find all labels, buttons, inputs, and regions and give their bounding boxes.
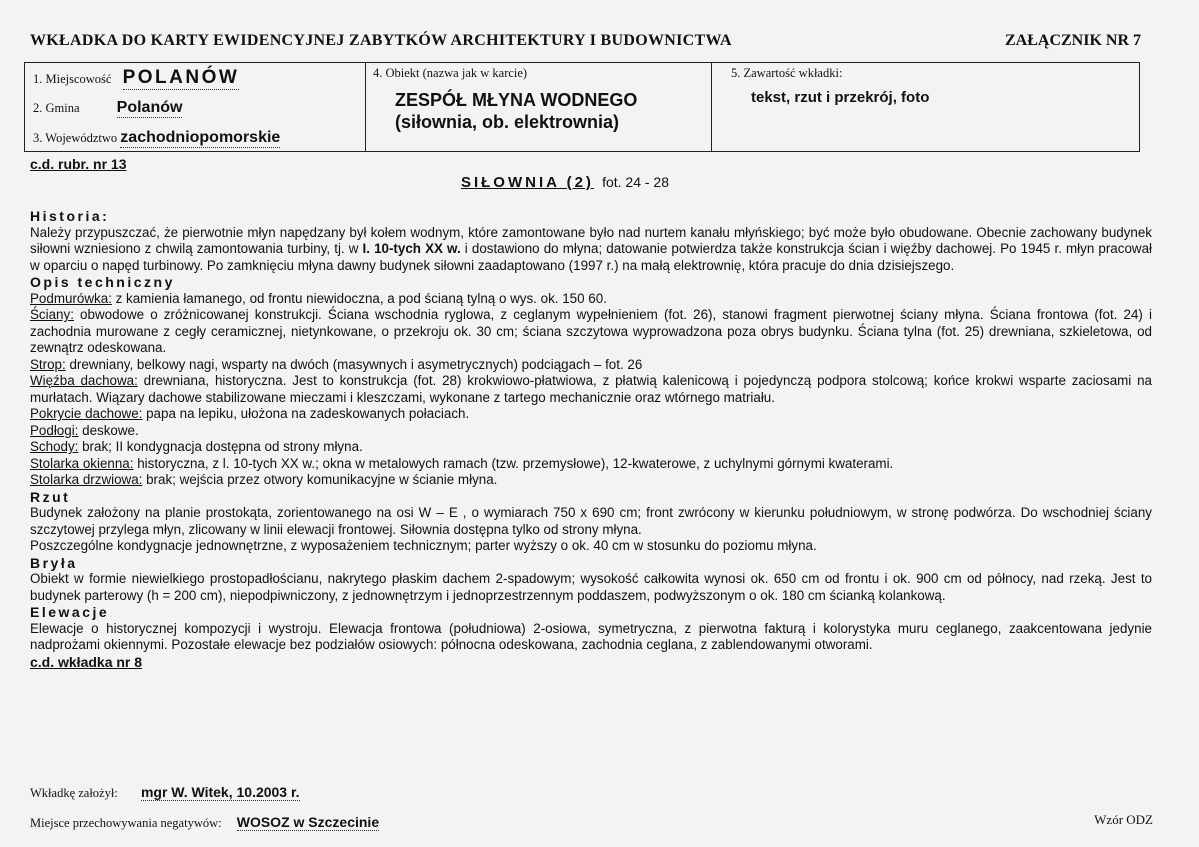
historia-date: I. 10-tych XX w.	[362, 241, 461, 256]
heading-bryla: Bryła	[30, 554, 78, 571]
text-pokrycie: papa na lepiku, ułożona na zadeskowanych połaciach.	[142, 406, 470, 421]
item-okienna	[30, 456, 1152, 473]
commune-label: 2. Gmina	[33, 101, 80, 115]
continued-reference: c.d. rubr. nr 13	[30, 156, 127, 172]
label-podmurowka: Podmurówka:	[30, 290, 112, 306]
voivodeship-label: 3. Województwo	[33, 131, 118, 145]
document-title: WKŁADKA DO KARTY EWIDENCYJNEJ ZABYTKÓW ARCHITEKTURY I BUDOWNICTWA	[30, 32, 732, 49]
object-name-line2: (siłownia, ob. elektrownia)	[395, 112, 620, 132]
heading-opis: Opis techniczny	[30, 274, 175, 290]
label-podlogi: Podłogi:	[30, 422, 79, 438]
locality-label: 1. Miejscowość	[33, 72, 112, 86]
paragraph-rzut-2: Poszczególne kondygnacje jednownętrzne, z wyposażeniem technicznym; parter wyższy o ok. 40 cm w stosunku do poziomu młyna.	[30, 538, 817, 553]
text-podmurowka: z kamienia łamanego, od frontu niewidoczna, a pod ścianą tylną o wys. ok. 150 60.	[111, 290, 607, 306]
label-drzwiowa: Stolarka drzwiowa:	[30, 472, 143, 487]
negatives-value: WOSOZ w Szczecinie	[236, 814, 380, 830]
continued-insert-reference: c.d. wkładka nr 8	[30, 653, 143, 670]
locality-row	[33, 67, 239, 89]
object-label: 4. Obiekt (nazwa jak w karcie)	[373, 66, 528, 80]
label-schody: Schody:	[30, 439, 79, 454]
text-drzwiowa: brak; wejścia przez otwory komunikacyjne w ścianie młyna.	[142, 472, 498, 487]
heading-historia: Historia:	[30, 208, 110, 224]
paragraph-rzut-1: Budynek założony na planie prostokąta, zorientowanego na osi W – E , o wymiarach 750 x 690 cm; front zwrócony w kierunku południowym, w stronę podwórza. Do wschodniej ściany szczytowej przylega młyn, zlicowany w linii elewacji frontowej. Siłownia dostępna tylko od strony młyna.	[30, 505, 1152, 537]
item-schody	[30, 439, 1152, 456]
historia-text-1: Należy przypuszczać, że pierwotnie młyn napędzany był kołem wodnym, które zamontowane było nad nurtem kanału młyńskiego; być może było obudowane. Obecnie zachowany budynek siłowni wzniesiono z chwilą zamontowania turbiny, tj. w	[30, 224, 1152, 256]
contents-label: 5. Zawartość wkładki:	[731, 66, 843, 80]
label-sciany: Ściany:	[30, 307, 74, 322]
commune-value: Polanów	[116, 99, 183, 116]
section-photos: fot. 24 - 28	[602, 174, 670, 190]
paragraph-historia	[30, 225, 1152, 275]
item-drzwiowa	[30, 472, 1152, 489]
object-column	[365, 63, 712, 151]
voivodeship-value: zachodniopomorskie	[120, 129, 281, 146]
text-strop: drewniany, belkowy nagi, wsparty na dwóch (masywnych i asymetrycznych) podciągach – fot. 26	[65, 356, 643, 372]
author-row	[30, 784, 300, 801]
heading-rzut: Rzut	[30, 488, 71, 505]
author-value: mgr W. Witek, 10.2003 r.	[140, 784, 300, 800]
text-sciany: obwodowe o zróżnicowanej konstrukcji. Ściana wschodnia ryglowa, z ceglanym wypełnieniem (fot. 26), stanowi fragment pierwotnej ściany młyna. Ściana frontowa (fot. 24) i zachodnia murowane z cegły ceramicznej, nietynkowane, o przekroju ok. 30 cm; ściana szczytowa wyprowadzona poza obrys budynku. Ściana tylna (fot. 25) drewniana, szkieletowa, od zewnątrz odeskowana.	[30, 307, 1152, 355]
label-wiezba: Więźba dachowa:	[30, 373, 138, 388]
item-strop	[30, 357, 1152, 374]
location-column	[25, 63, 366, 151]
label-okienna: Stolarka okienna:	[30, 455, 134, 471]
item-sciany	[30, 307, 1152, 357]
historia-text-2: i dostawiono do młyna; datowanie potwierdza także konstrukcja ścian i więźby dachowej. Po 1945 r. młyn pracował w oparciu o napęd turbinowy. Po zamknięciu młyna dawny budynek siłowni zaadaptowano (1997 r.) na małą elektrownię, która pracuje do dnia dzisiejszego.	[30, 241, 1152, 273]
item-podlogi	[30, 423, 1152, 440]
commune-row	[33, 99, 182, 117]
object-name	[395, 89, 695, 133]
paragraph-elewacje: Elewacje o historycznej kompozycji i wystroju. Elewacja frontowa (południowa) 2-osiowa, symetryczna, z pierwotna fakturą i kolorystyka muru ceglanego, zaakcentowana jedynie nadprożami okiennymi. Pozostałe elewacje bez podziałów osiowych: północna odeskowana, zachodnia ceglana, z zablendowanymi otworami.	[30, 620, 1152, 652]
section-heading	[0, 174, 1130, 191]
author-label: Wkładkę założył:	[30, 786, 118, 800]
item-podmurowka	[30, 291, 1152, 308]
label-pokrycie: Pokrycie dachowe:	[30, 406, 143, 421]
info-box	[24, 62, 1140, 152]
object-name-line1: ZESPÓŁ MŁYNA WODNEGO	[395, 90, 638, 110]
locality-value: POLANÓW	[122, 67, 240, 88]
text-schody: brak; II kondygnacja dostępna od strony młyna.	[78, 439, 363, 454]
text-podlogi: deskowe.	[78, 422, 139, 438]
heading-elewacje: Elewacje	[30, 604, 110, 620]
item-pokrycie	[30, 406, 1152, 423]
negatives-row	[30, 814, 379, 831]
text-okienna: historyczna, z l. 10-tych XX w.; okna w metalowych ramach (tzw. przemysłowe), 12-kwaterowe, z uchylnymi górnymi kwaterami.	[133, 455, 894, 471]
paragraph-bryla: Obiekt w formie niewielkiego prostopadłościanu, nakrytego płaskim dachem 2-spadowym; wysokość całkowita wynosi ok. 650 cm od frontu i ok. 900 cm od północy, nad rzeką. Jest to budynek parterowy (h = 200 cm), niepodpiwniczony, z jednownętrzym i jednoprzestrzennym poddaszem, podwyższonym o ok. 180 cm ścianką kolankową.	[30, 571, 1152, 603]
contents-value: tekst, rzut i przekrój, foto	[751, 89, 930, 106]
contents-column	[711, 63, 1139, 151]
form-template-label: Wzór ODZ	[1094, 812, 1153, 827]
description-body	[30, 208, 1152, 670]
item-wiezba	[30, 373, 1152, 406]
label-strop: Strop:	[30, 356, 66, 372]
section-title: SIŁOWNIA (2)	[460, 174, 594, 191]
negatives-label: Miejsce przechowywania negatywów:	[30, 816, 222, 830]
text-wiezba: drewniana, historyczna. Jest to konstrukcja (fot. 28) krokwiowo-płatwiowa, z płatwią kalenicową i pojedynczą podpora stolcową; końce krokwi wsparte zaciosami na murłatach. Wiązary dachowe stabilizowane mieczami i kleszczami, wykonane z tartego mechanicznie oraz wtórnego matriału.	[30, 373, 1152, 405]
annex-number: ZAŁĄCZNIK NR 7	[1004, 32, 1141, 49]
voivodeship-row	[33, 129, 280, 147]
